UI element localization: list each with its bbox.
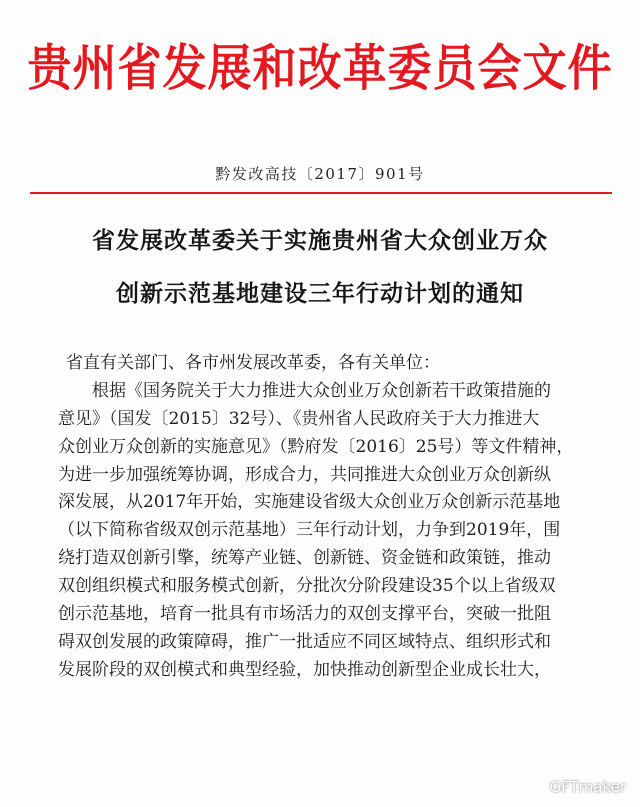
document-header-title: 贵州省发展和改革委员会文件	[27, 40, 613, 98]
wechat-watermark	[519, 777, 626, 797]
body-line: 意见》（国发〔2015〕32号）、《贵州省人民政府关于大力推进大	[58, 408, 540, 429]
body-line: 双创组织模式和服务模式创新，分批次分阶段建设35个以上省级双	[58, 576, 556, 597]
body-line: 发展阶段的双创模式和典型经验，加快推动创新型企业成长壮大，	[58, 659, 551, 680]
red-divider-line	[30, 192, 612, 194]
body-line: 为进一步加强统筹协调，形成合力，共同推进大众创业万众创新纵	[58, 464, 551, 485]
body-line: 绕打造双创新引擎，统筹产业链、创新链、资金链和政策链，推动	[58, 548, 551, 569]
body-line: 碍双创发展的政策障碍，推广一批适应不同区域特点、组织形式和	[58, 631, 551, 652]
addressee-line: 省直有关部门、各市州发展改革委，各有关单位：	[66, 353, 440, 373]
notice-title-line-1: 省发展改革委关于实施贵州省大众创业万众	[92, 228, 548, 254]
document-number: 黔发改高技〔2017〕901号	[215, 165, 425, 183]
body-line: 众创业万众创新的实施意见》（黔府发〔2016〕25号）等文件精神，	[58, 436, 574, 457]
body-line: （以下简称省级双创示范基地）三年行动计划，力争到2019年，围	[58, 520, 561, 541]
body-line: 根据《国务院关于大力推进大众创业万众创新若干政策措施的	[92, 380, 551, 401]
watermark-text: GFTmaker	[549, 778, 626, 796]
body-line: 深发展，从2017年开始，实施建设省级大众创业万众创新示范基地	[58, 492, 561, 513]
wechat-icon	[519, 777, 543, 797]
body-line: 创示范基地，培育一批具有市场活力的双创支撑平台，突破一批阻	[58, 604, 551, 625]
body-text	[58, 350, 618, 685]
notice-title-line-2: 创新示范基地建设三年行动计划的通知	[116, 281, 524, 307]
